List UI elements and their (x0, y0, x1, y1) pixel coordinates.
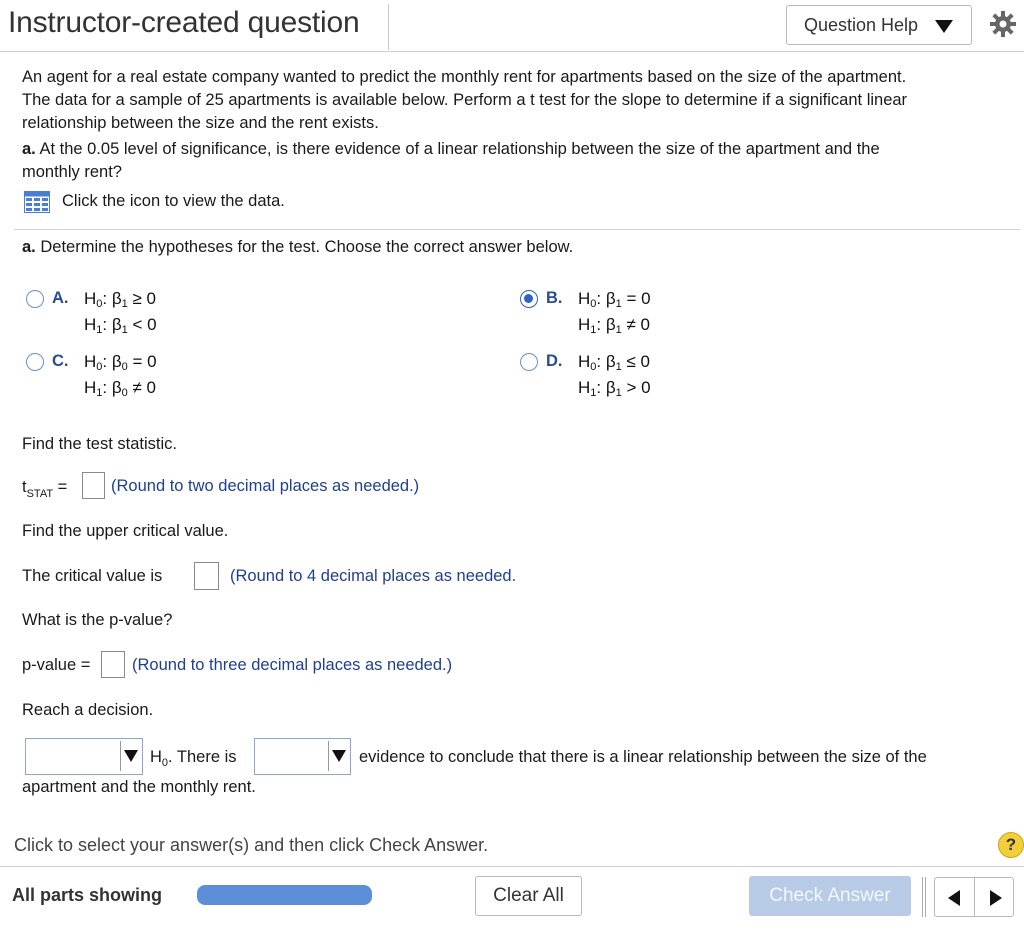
data-table-icon[interactable] (24, 191, 50, 213)
decision-h0-text: $H_0$. There is (150, 748, 237, 769)
question-prompt (22, 236, 573, 258)
intro-line-2: The data for a sample of 25 apartments is available below. Perform a t test for the slope to determine if a significant linear (22, 91, 908, 109)
radio-option-b[interactable] (520, 290, 538, 308)
dropdown-arrow-icon (120, 741, 140, 771)
option-c-h0: $H_0$: $\beta_0 = 0$ (84, 352, 157, 373)
tstat-label: $t_{STAT}$ = (22, 478, 68, 500)
question-label: a. (22, 238, 36, 256)
part-a-line-1 (22, 138, 880, 160)
option-d-h0: $H_0$: $\beta_1 \le 0$ (578, 352, 650, 373)
option-b-h1: $H_1$: $\beta_1 \ne 0$ (578, 315, 650, 336)
critical-value-label: The critical value is (22, 567, 163, 585)
view-data-link[interactable]: Click the icon to view the data. (62, 192, 285, 210)
evidence-dropdown[interactable] (254, 738, 351, 775)
arrow-right-icon (990, 890, 1002, 906)
question-prompt-text: Determine the hypotheses for the test. Choose the correct answer below. (35, 238, 574, 256)
tstat-hint: (Round to two decimal places as needed.) (111, 477, 420, 495)
option-d[interactable] (518, 351, 818, 403)
option-b-letter: B. (546, 289, 563, 307)
progress-fill (197, 885, 372, 905)
decision-prompt: Reach a decision. (22, 701, 154, 719)
title-divider (388, 4, 389, 50)
reject-decision-dropdown[interactable] (25, 738, 143, 775)
footer-hint: Click to select your answer(s) and then click Check Answer. (14, 835, 489, 855)
p-value-label: p-value = (22, 656, 91, 674)
radio-option-d[interactable] (520, 353, 538, 371)
intro-line-3: relationship between the size and the rent exists. (22, 114, 379, 132)
next-button[interactable] (974, 877, 1014, 917)
option-c-h1: $H_1$: $\beta_0 \ne 0$ (84, 378, 156, 399)
option-d-letter: D. (546, 352, 563, 370)
all-parts-label: All parts showing (12, 885, 163, 905)
radio-option-a[interactable] (26, 290, 44, 308)
question-help-label: Question Help (804, 14, 919, 35)
question-help-button[interactable] (786, 5, 972, 45)
option-a-h0: $H_0$: $\beta_1 \ge 0$ (84, 289, 156, 310)
option-c-letter: C. (52, 352, 69, 370)
tstat-input[interactable] (82, 472, 105, 499)
part-a-text: At the 0.05 level of significance, is there evidence of a linear relationship between the size of the apartment and the (35, 140, 880, 158)
caret-down-icon (935, 20, 953, 33)
option-a-letter: A. (52, 289, 69, 307)
option-a[interactable] (24, 288, 324, 340)
section-divider (14, 229, 1020, 230)
option-a-h1: $H_1$: $\beta_1 < 0$ (84, 315, 157, 336)
critical-value-hint: (Round to 4 decimal places as needed. (230, 567, 517, 585)
p-value-hint: (Round to three decimal places as needed.) (132, 656, 453, 674)
intro-line-1: An agent for a real estate company wanted to predict the monthly rent for apartments based on the size of the apartment. (22, 68, 907, 86)
part-a-line-2: monthly rent? (22, 163, 122, 181)
clear-all-button[interactable]: Clear All (475, 876, 582, 916)
critical-value-prompt: Find the upper critical value. (22, 522, 229, 540)
progress-bar (197, 885, 372, 905)
header-bar (0, 0, 1024, 52)
decision-text-line-2: apartment and the monthly rent. (22, 778, 256, 796)
p-value-input[interactable] (101, 651, 125, 678)
option-c[interactable] (24, 351, 324, 403)
arrow-left-icon (948, 890, 960, 906)
help-icon[interactable]: ? (998, 832, 1024, 858)
previous-button[interactable] (934, 877, 974, 917)
dropdown-arrow-icon (328, 741, 348, 771)
critical-value-input[interactable] (194, 562, 219, 590)
test-statistic-prompt: Find the test statistic. (22, 435, 177, 453)
option-b-h0: $H_0$: $\beta_1 = 0$ (578, 289, 651, 310)
part-a-label: a. (22, 140, 36, 158)
check-answer-button[interactable]: Check Answer (749, 876, 911, 916)
option-d-h1: $H_1$: $\beta_1 > 0$ (578, 378, 651, 399)
option-b[interactable] (518, 288, 818, 340)
gear-icon[interactable] (989, 10, 1017, 38)
decision-text-line-1: evidence to conclude that there is a linear relationship between the size of the (359, 748, 927, 766)
page-title: Instructor-created question (8, 6, 360, 39)
p-value-prompt: What is the p-value? (22, 611, 173, 629)
nav-divider (922, 877, 926, 917)
radio-option-c[interactable] (26, 353, 44, 371)
